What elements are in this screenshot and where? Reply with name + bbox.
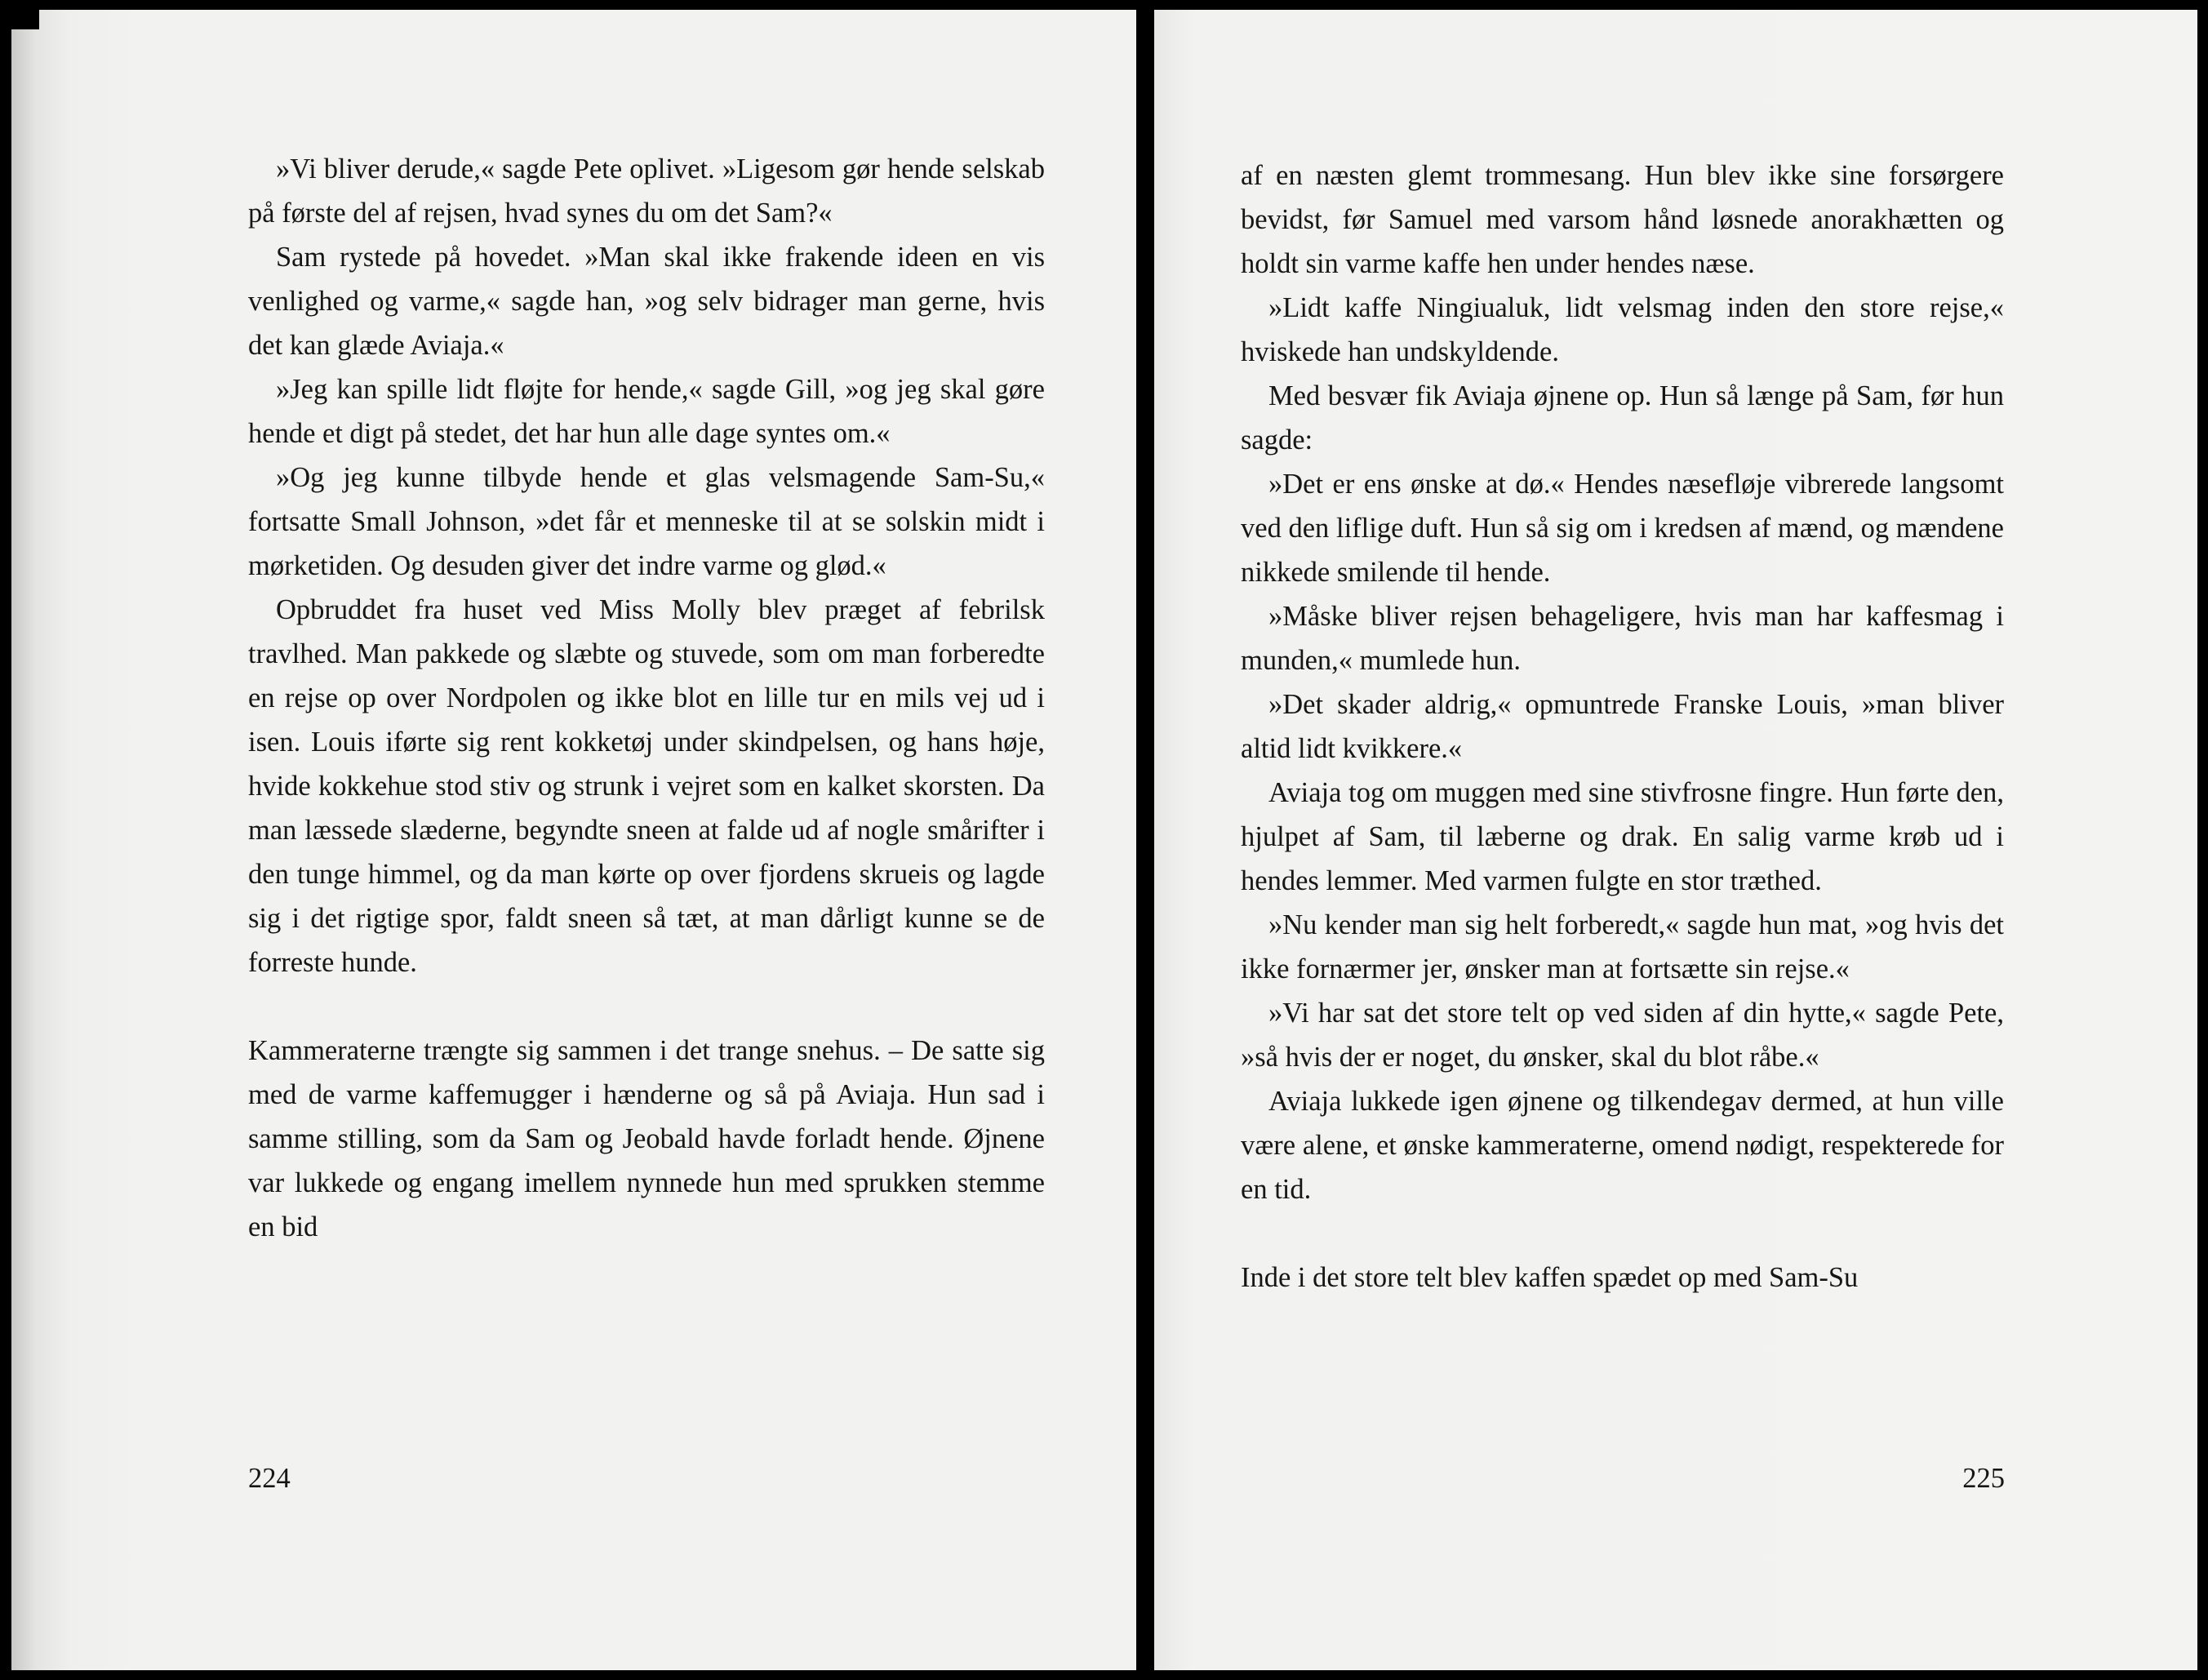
paragraph: af en næsten glemt trommesang. Hun blev ikke sine forsørgere bevidst, før Samuel med varsom hånd løsnede anorakhætten og holdt sin varme kaffe hen under hendes næse. — [1241, 160, 2004, 279]
paragraph: »Vi bliver derude,« sagde Pete oplivet. »Ligesom gør hende selskab på første del af rejsen, hvad synes du om det Sam?« — [248, 153, 1045, 229]
paragraph: »Og jeg kunne tilbyde hende et glas velsmagende Sam-Su,« fortsatte Small Johnson, »det får et menneske til at se solskin midt i mørketiden. Og desuden giver det indre varme og glød.« — [248, 462, 1045, 581]
paragraph: »Jeg kan spille lidt fløjte for hende,« sagde Gill, »og jeg skal gøre hende et digt på stedet, det har hun alle dage syntes om.« — [248, 374, 1045, 449]
paragraph: »Lidt kaffe Ningiualuk, lidt velsmag inden den store rejse,« hviskede han undskyldende. — [1241, 292, 2004, 367]
paragraph: Kammeraterne trængte sig sammen i det trange snehus. – De satte sig med de varme kaffemugger i hænderne og så på Aviaja. Hun sad i samme stilling, som da Sam og Jeobald havde forladt hende. Øjnene var lukkede og engang imellem nynnede hun med sprukken stemme en bid — [248, 1035, 1045, 1242]
paragraph: »Måske bliver rejsen behageligere, hvis man har kaffesmag i munden,« mumlede hun. — [1241, 601, 2004, 676]
paragraph: Opbruddet fra huset ved Miss Molly blev præget af febrilsk travlhed. Man pakkede og slæbte og stuvede, som om man forberedte en rejse op over Nordpolen og ikke blot en lille tur en mils vej ud i isen. Louis iførte sig rent kokketøj under skindpelsen, og hans høje, hvide kokkehue stod stiv og strunk i vejret som en kalket skorsten. Da man læssede slæderne, begyndte sneen at falde ud af nogle smårifter i den tunge himmel, og da man kørte op over fjordens skrueis og lagde sig i det rigtige spor, faldt sneen så tæt, at man dårligt kunne se de forreste hunde. — [248, 594, 1045, 978]
paragraph: Sam rystede på hovedet. »Man skal ikke frakende ideen en vis venlighed og varme,« sagde han, »og selv bidrager man gerne, hvis det kan glæde Aviaja.« — [248, 242, 1045, 361]
page-number: 224 — [248, 1463, 291, 1494]
left-page — [11, 10, 1136, 1670]
paragraph: Aviaja lukkede igen øjnene og tilkendegav dermed, at hun ville være alene, et ønske kammeraterne, omend nødigt, respekterede for en tid. — [1241, 1086, 2004, 1205]
scan-corner-mark — [11, 10, 39, 29]
right-page — [1154, 10, 2197, 1670]
paragraph: »Det er ens ønske at dø.« Hendes næsefløje vibrerede langsomt ved den liflige duft. Hun så sig om i kredsen af mænd, og mændene nikkede smilende til hende. — [1241, 469, 2004, 588]
paragraph: Aviaja tog om muggen med sine stivfrosne fingre. Hun førte den, hjulpet af Sam, til læberne og drak. En salig varme krøb ud i hendes lemmer. Med varmen fulgte en stor træthed. — [1241, 777, 2004, 896]
paragraph: »Nu kender man sig helt forberedt,« sagde hun mat, »og hvis det ikke fornærmer jer, ønsker man at fortsætte sin rejse.« — [1241, 909, 2004, 984]
left-page-text — [248, 147, 1045, 1249]
paragraph: Inde i det store telt blev kaffen spædet op med Sam-Su — [1241, 1262, 1859, 1293]
right-page-text — [1241, 153, 2004, 1300]
page-number: 225 — [1962, 1463, 2005, 1494]
paragraph: Med besvær fik Aviaja øjnene op. Hun så længe på Sam, før hun sagde: — [1241, 380, 2004, 456]
paragraph: »Det skader aldrig,« opmuntrede Franske Louis, »man bliver altid lidt kvikkere.« — [1241, 689, 2004, 764]
paragraph: »Vi har sat det store telt op ved siden af din hytte,« sagde Pete, »så hvis der er noget, du ønsker, skal du blot råbe.« — [1241, 998, 2004, 1073]
